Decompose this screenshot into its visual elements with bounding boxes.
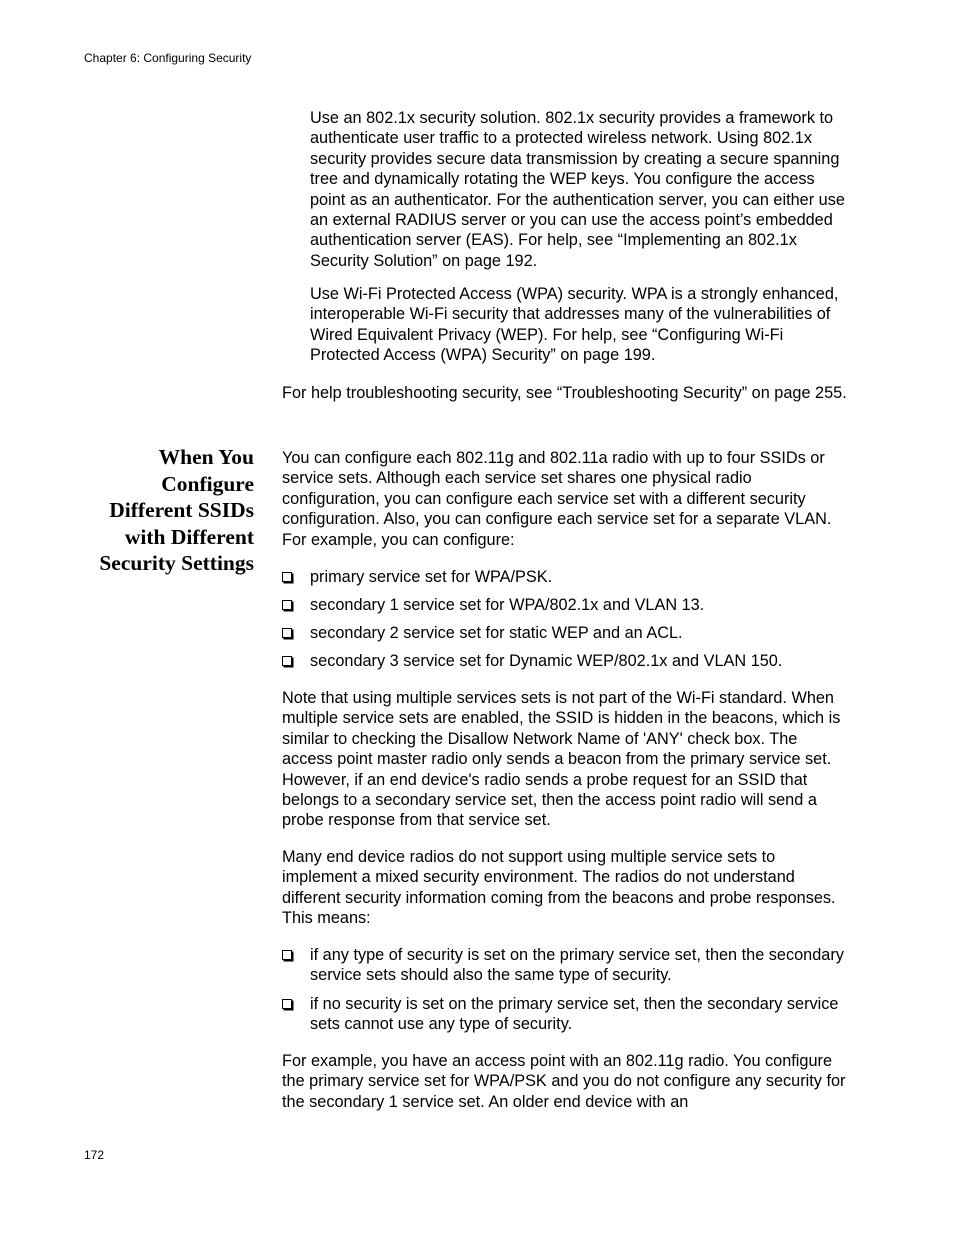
- checkbox-bullet-icon: [282, 999, 292, 1009]
- checkbox-bullet-icon: [282, 950, 292, 960]
- checkbox-bullet-icon: [282, 628, 292, 638]
- page-number: 172: [84, 1148, 105, 1162]
- paragraph-troubleshooting: For help troubleshooting security, see “Troubleshooting Security” on page 255.: [282, 384, 847, 402]
- paragraph-note: Note that using multiple services sets is not part of the Wi-Fi standard. When multiple service sets are enabled, the SSID is hidden in the beacons, which is similar to checking the Disallow Network Name of 'ANY' check box. The access point master radio only sends a beacon from the primary service set. However, if an end device's radio sends a probe request for an SSID that belongs to a secondary service set, then the access point radio will send a probe response from that service set.: [282, 689, 841, 830]
- heading-line: with Different: [124, 524, 254, 549]
- heading-line: Configure: [161, 471, 254, 496]
- running-header: Chapter 6: Configuring Security: [84, 51, 252, 65]
- section-heading: [60, 444, 254, 577]
- checkbox-bullet-icon: [282, 656, 292, 666]
- heading-line: When You: [158, 445, 254, 469]
- paragraph-end-devices: Many end device radios do not support using multiple service sets to implement a mixed security environment. The radios do not understand different security information coming from the beacons and probe responses. This means:: [282, 848, 836, 928]
- paragraph-example: For example, you have an access point with an 802.11g radio. You configure the primary service set for WPA/PSK and you do not configure any security for the secondary 1 service set. An older end device with an: [282, 1052, 846, 1111]
- heading-line: Different SSIDs: [109, 498, 254, 523]
- paragraph-8021x: Use an 802.1x security solution. 802.1x security provides a framework to authenticate user traffic to a protected wireless network. Using 802.1x security provides secure data transmission by creating a secure spanning tree and dynamically rotating the WEP keys. You configure the access point as an authenticator. For the authentication server, you can either use an external RADIUS server or you can use the access point’s embedded authentication server (EAS). For help, see “Implementing an 802.1x Security Solution” on page 192.: [310, 109, 845, 270]
- paragraph-wpa: Use Wi-Fi Protected Access (WPA) security. WPA is a strongly enhanced, interoperable Wi-Fi security that addresses many of the vulnerabilities of Wired Equivalent Privacy (WEP). For help, see “Configuring Wi-Fi Protected Access (WPA) Security” on page 199.: [310, 285, 839, 365]
- checkbox-bullet-icon: [282, 600, 292, 610]
- checkbox-bullet-icon: [282, 572, 292, 582]
- paragraph-ssids: You can configure each 802.11g and 802.11a radio with up to four SSIDs or service sets. Although each service set shares one physical radio configuration, you can configure each service set with a different security configuration. Also, you can configure each service set for a separate VLAN. For example, you can configure:: [282, 449, 832, 549]
- heading-line: Security Settings: [99, 551, 254, 576]
